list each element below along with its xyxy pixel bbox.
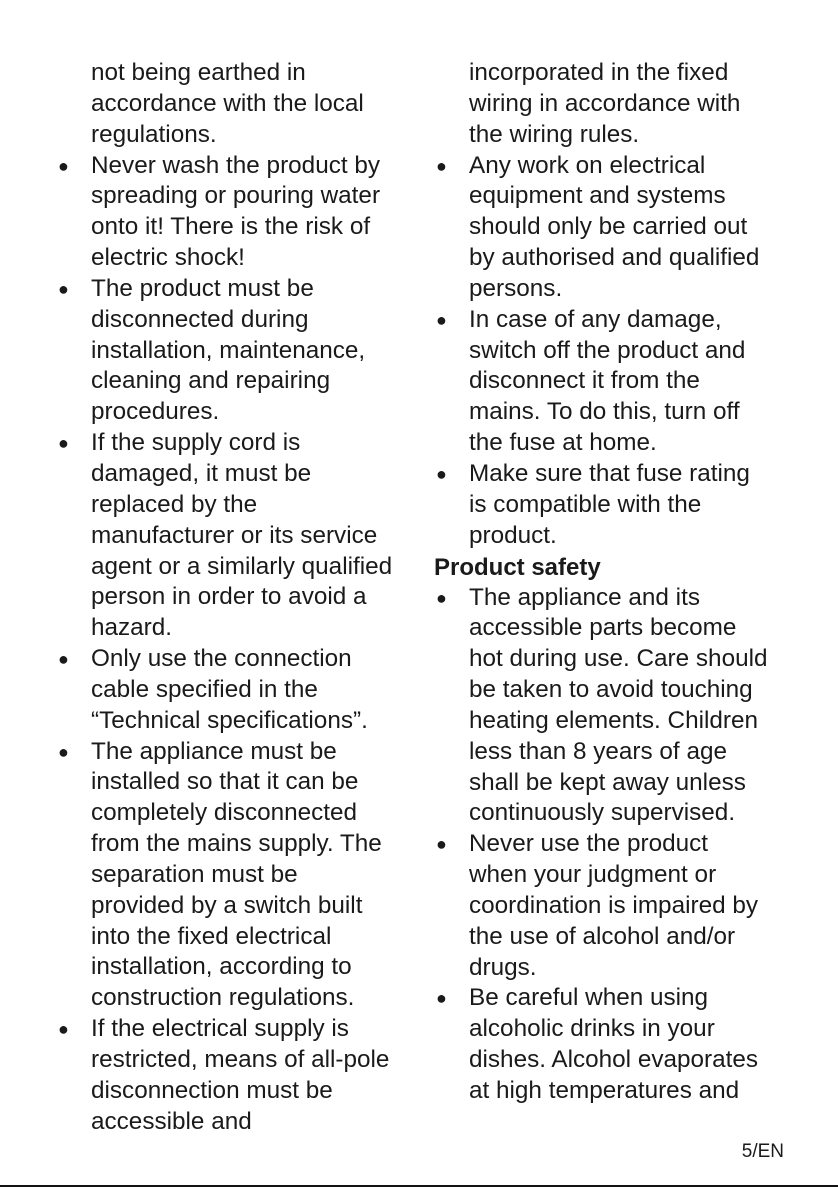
line-text: be taken to avoid touching <box>469 676 753 704</box>
line-text: damaged, it must be <box>91 459 312 487</box>
line-text: not being earthed in <box>91 59 306 86</box>
text-line <box>56 151 406 182</box>
text-line <box>56 58 406 89</box>
text-line <box>434 151 784 182</box>
text-line <box>56 582 406 613</box>
line-text: cable specified in the <box>91 675 318 703</box>
text-line <box>434 613 784 644</box>
bullet-icon: ● <box>58 1019 69 1040</box>
text-line <box>56 120 406 151</box>
line-text: If the supply cord is <box>91 429 301 457</box>
bullet-icon: ● <box>436 463 447 484</box>
text-line <box>434 521 784 552</box>
page-number: 5/EN <box>741 1141 784 1162</box>
text-line <box>56 737 406 768</box>
line-text: If the electrical supply is <box>91 1015 349 1043</box>
bullet-item <box>434 583 784 830</box>
right-column <box>434 58 784 1107</box>
text-line <box>56 860 406 891</box>
text-line <box>56 952 406 983</box>
bullet-item <box>56 737 406 1015</box>
text-line <box>434 120 784 151</box>
line-text: into the fixed electrical <box>91 922 332 950</box>
text-line <box>56 490 406 521</box>
text-line <box>56 1045 406 1076</box>
text-line <box>434 428 784 459</box>
line-text: switch off the product and <box>469 336 746 364</box>
text-line <box>56 644 406 675</box>
text-line <box>434 305 784 336</box>
bottom-divider <box>0 1185 838 1187</box>
text-line <box>434 1014 784 1045</box>
bullet-icon: ● <box>58 433 69 454</box>
text-line <box>56 366 406 397</box>
line-text: replaced by the <box>91 490 258 518</box>
line-text: disconnect it from the <box>469 367 700 395</box>
text-line <box>56 706 406 737</box>
line-text: agent or a similarly qualified <box>91 552 393 580</box>
text-line <box>434 336 784 367</box>
line-text: spreading or pouring water <box>91 182 381 210</box>
text-line <box>434 983 784 1014</box>
bullet-item <box>434 459 784 552</box>
text-line <box>434 1076 784 1107</box>
line-text: coordination is impaired by <box>469 891 759 919</box>
text-line <box>434 644 784 675</box>
line-text: equipment and systems <box>469 182 726 210</box>
text-line <box>434 953 784 984</box>
continued-text <box>56 58 406 151</box>
line-text: Make sure that fuse rating <box>469 459 750 487</box>
bullet-icon: ● <box>58 741 69 762</box>
text-line <box>434 490 784 521</box>
line-text: at high temperatures and <box>469 1077 740 1104</box>
section-heading: Product safety <box>434 553 601 581</box>
line-text: accordance with the local <box>91 89 364 117</box>
text-line <box>434 768 784 799</box>
text-line <box>434 397 784 428</box>
line-text: Never wash the product by <box>91 151 381 179</box>
line-text: disconnected during <box>91 305 309 333</box>
bullet-item <box>56 151 406 274</box>
bullet-item <box>434 305 784 459</box>
line-text: should only be carried out <box>469 213 748 241</box>
line-text: disconnection must be <box>91 1076 333 1104</box>
bullet-icon: ● <box>436 988 447 1009</box>
line-text: Any work on electrical <box>469 151 706 179</box>
text-line <box>434 798 784 829</box>
line-text: installation, maintenance, <box>91 336 366 364</box>
text-line <box>56 1014 406 1045</box>
line-text: is compatible with the <box>469 490 702 518</box>
text-line <box>434 706 784 737</box>
line-text: when your judgment or <box>469 861 717 889</box>
line-text: installation, according to <box>91 953 352 981</box>
line-text: hot during use. Care should <box>469 645 768 673</box>
text-line <box>56 891 406 922</box>
left-column <box>56 58 406 1138</box>
line-text: electric shock! <box>91 244 245 272</box>
bullet-item <box>56 1014 406 1137</box>
line-text: drugs. <box>469 953 537 981</box>
text-line <box>56 1076 406 1107</box>
text-line <box>434 212 784 243</box>
text-line <box>56 305 406 336</box>
line-text: continuously supervised. <box>469 799 736 827</box>
text-line <box>434 459 784 490</box>
line-text: The appliance must be <box>91 737 337 765</box>
line-text: accessible parts become <box>469 614 737 642</box>
line-text: installed so that it can be <box>91 768 359 796</box>
bullet-icon: ● <box>436 834 447 855</box>
bullet-item <box>56 428 406 644</box>
line-text: wiring in accordance with <box>469 89 741 117</box>
bullet-item <box>434 829 784 983</box>
line-text: incorporated in the fixed <box>469 59 729 86</box>
text-line <box>56 459 406 490</box>
bullet-icon: ● <box>58 278 69 299</box>
bullet-item <box>434 151 784 305</box>
text-line <box>434 274 784 305</box>
bullet-icon: ● <box>58 649 69 670</box>
line-text: onto it! There is the risk of <box>91 213 371 241</box>
line-text: Only use the connection <box>91 645 352 673</box>
text-line <box>434 1045 784 1076</box>
text-line <box>56 613 406 644</box>
text-line <box>56 983 406 1014</box>
text-line <box>56 89 406 120</box>
line-text: by authorised and qualified <box>469 244 760 272</box>
line-text: The appliance and its <box>469 583 700 611</box>
text-line <box>434 583 784 614</box>
text-line <box>434 675 784 706</box>
line-text: regulations. <box>91 120 217 148</box>
text-line <box>434 366 784 397</box>
line-text: cleaning and repairing <box>91 367 331 395</box>
text-line <box>434 737 784 768</box>
bullet-item <box>434 983 784 1106</box>
text-line <box>434 58 784 89</box>
line-text: completely disconnected <box>91 799 358 827</box>
line-text: hazard. <box>91 614 173 642</box>
bullet-icon: ● <box>58 155 69 176</box>
line-text: Be careful when using <box>469 984 709 1012</box>
line-text: In case of any damage, <box>469 305 722 333</box>
bullet-item <box>56 644 406 737</box>
line-text: alcoholic drinks in your <box>469 1015 715 1043</box>
line-text: product. <box>469 521 557 549</box>
text-line <box>56 829 406 860</box>
text-line <box>434 891 784 922</box>
line-text: restricted, means of all-pole <box>91 1046 390 1073</box>
text-line <box>56 336 406 367</box>
line-text: less than 8 years of age <box>469 737 727 765</box>
text-line <box>434 181 784 212</box>
line-text: the wiring rules. <box>469 120 640 148</box>
line-text: Never use the product <box>469 830 709 858</box>
line-text: shall be kept away unless <box>469 768 746 796</box>
line-text: the fuse at home. <box>469 429 657 457</box>
line-text: mains. To do this, turn off <box>469 398 740 426</box>
line-text: persons. <box>469 274 563 302</box>
line-text: construction regulations. <box>91 984 355 1012</box>
bullet-item <box>56 274 406 428</box>
line-text: the use of alcohol and/or <box>469 922 736 950</box>
text-line <box>434 243 784 274</box>
text-line <box>56 521 406 552</box>
line-text: heating elements. Children <box>469 706 759 734</box>
text-line <box>434 829 784 860</box>
text-line <box>56 274 406 305</box>
text-line <box>56 552 406 583</box>
text-line <box>434 860 784 891</box>
continued-text <box>434 58 784 151</box>
line-text: accessible and <box>91 1107 252 1135</box>
text-line <box>434 922 784 953</box>
text-line <box>56 428 406 459</box>
text-line <box>56 1107 406 1138</box>
line-text: “Technical specifications”. <box>91 706 368 734</box>
line-text: manufacturer or its service <box>91 521 378 549</box>
bullet-icon: ● <box>436 309 447 330</box>
line-text: separation must be <box>91 860 298 888</box>
line-text: procedures. <box>91 398 220 426</box>
line-text: person in order to avoid a <box>91 583 367 611</box>
line-text: The product must be <box>91 274 314 302</box>
line-text: provided by a switch built <box>91 891 363 919</box>
text-line <box>56 397 406 428</box>
text-line <box>434 89 784 120</box>
line-text: from the mains supply. The <box>91 830 382 858</box>
text-line <box>56 767 406 798</box>
text-line <box>56 675 406 706</box>
bullet-icon: ● <box>436 587 447 608</box>
text-line <box>56 798 406 829</box>
text-line <box>56 922 406 953</box>
text-line <box>56 181 406 212</box>
text-line <box>56 243 406 274</box>
line-text: dishes. Alcohol evaporates <box>469 1046 759 1074</box>
bullet-icon: ● <box>436 155 447 176</box>
text-line <box>56 212 406 243</box>
